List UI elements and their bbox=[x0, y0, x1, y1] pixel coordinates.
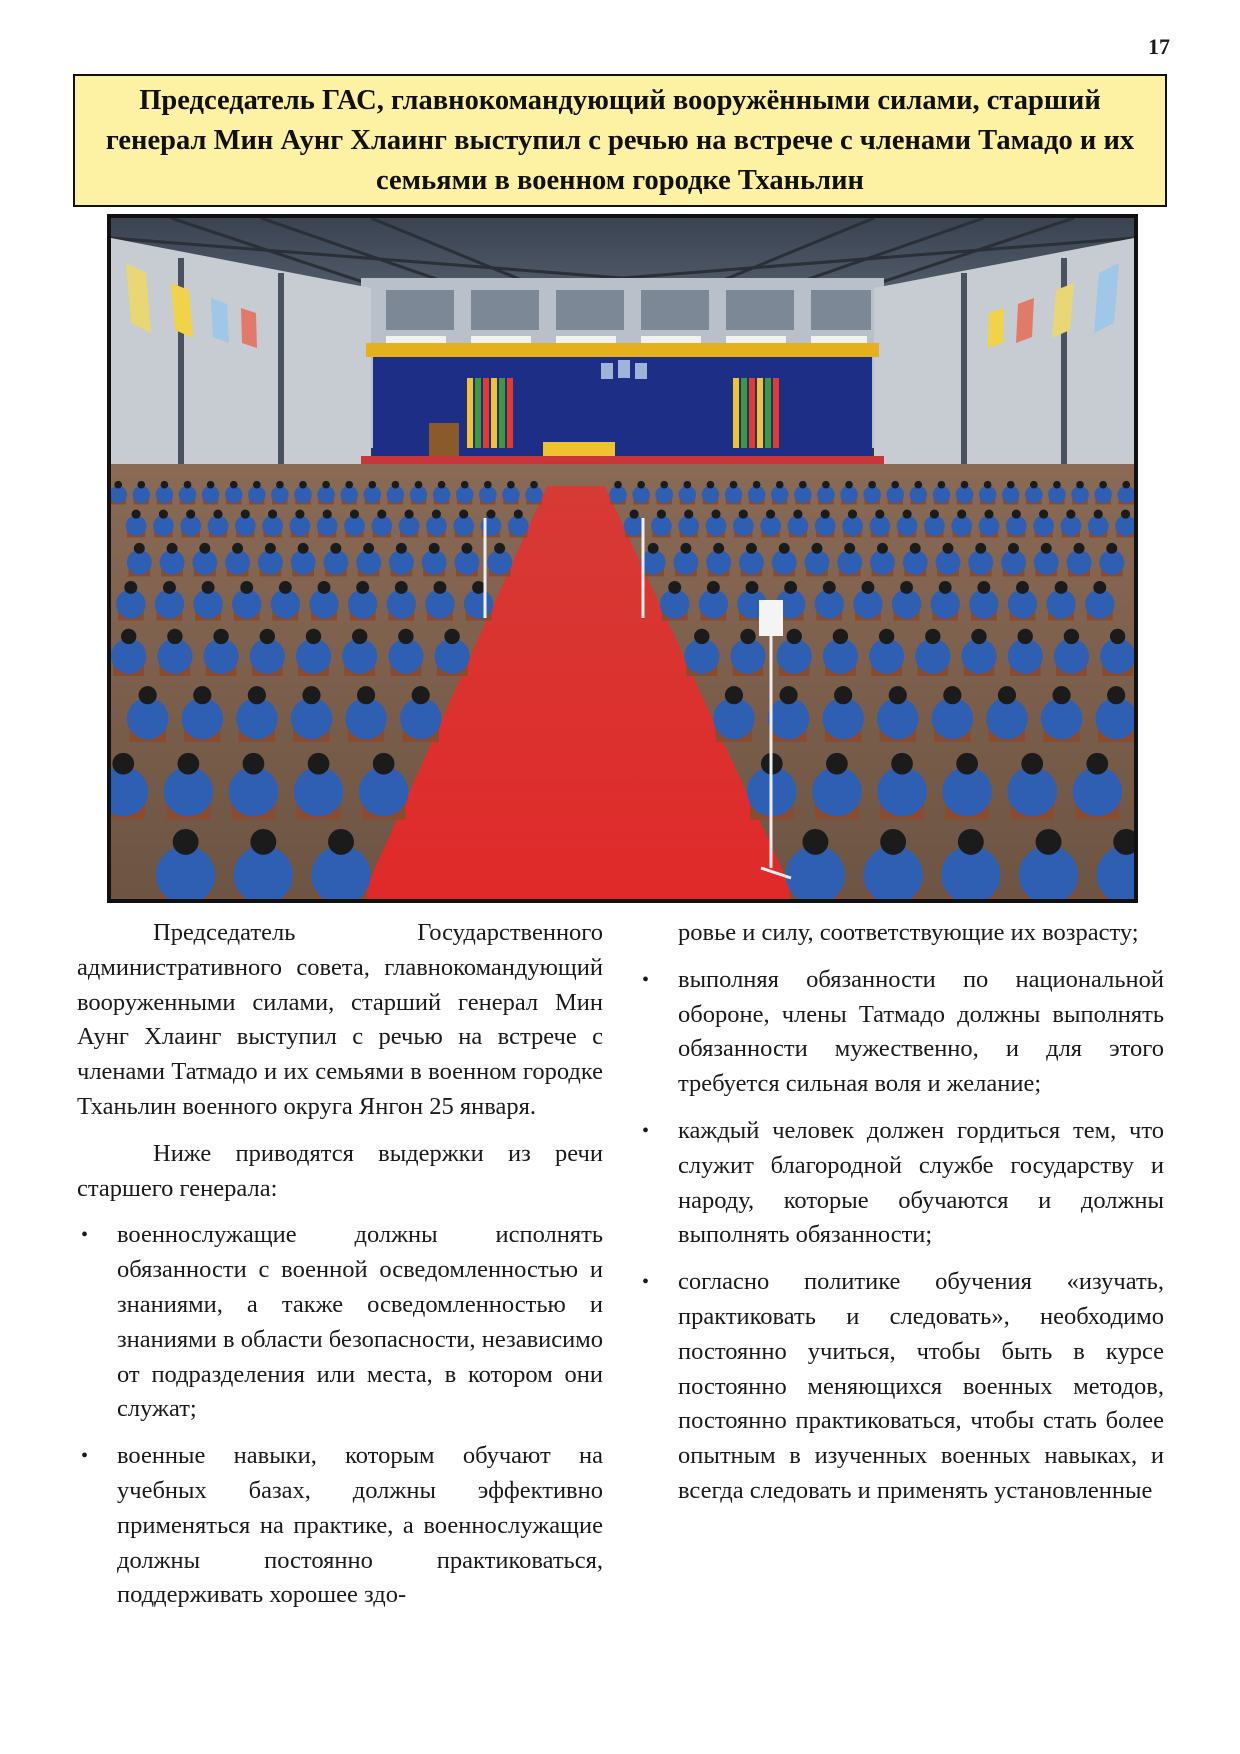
bullet-icon: • bbox=[642, 968, 650, 991]
person-head bbox=[822, 481, 830, 489]
bullet-list-left bbox=[77, 1218, 603, 1613]
person-head bbox=[614, 481, 622, 489]
person-head bbox=[121, 629, 136, 644]
person-head bbox=[299, 481, 307, 489]
person-head bbox=[910, 543, 921, 554]
person-head bbox=[377, 510, 386, 519]
person-head bbox=[350, 510, 359, 519]
person-head bbox=[112, 753, 134, 775]
person-head bbox=[132, 510, 141, 519]
person-head bbox=[1039, 510, 1048, 519]
person-head bbox=[657, 510, 666, 519]
person-head bbox=[241, 510, 250, 519]
person-head bbox=[530, 481, 538, 489]
person-head bbox=[352, 629, 367, 644]
bullet-continuation: ровье и силу, соответствующие их возрасту; bbox=[678, 919, 1139, 946]
person-head bbox=[834, 686, 852, 704]
person-head bbox=[177, 753, 199, 775]
person-head bbox=[984, 510, 993, 519]
person-head bbox=[433, 581, 446, 594]
person-head bbox=[199, 543, 210, 554]
person-head bbox=[202, 581, 215, 594]
bullet-icon: • bbox=[642, 1271, 650, 1294]
person-head bbox=[1093, 581, 1106, 594]
person-head bbox=[318, 581, 331, 594]
person-head bbox=[213, 510, 222, 519]
article-column-left bbox=[77, 916, 603, 1613]
person-head bbox=[295, 510, 304, 519]
person-head bbox=[322, 481, 330, 489]
person-head bbox=[711, 510, 720, 519]
person-head bbox=[971, 629, 986, 644]
person-head bbox=[398, 629, 413, 644]
person-head bbox=[173, 829, 199, 855]
person-head bbox=[1053, 481, 1061, 489]
person-head bbox=[1106, 543, 1117, 554]
person-head bbox=[694, 629, 709, 644]
person-head bbox=[879, 629, 894, 644]
person-head bbox=[1052, 686, 1070, 704]
bullet-text: каждый человек должен гордиться тем, что служит благородной службе государству и народу, которые обучаются и должны выполнять обязанности; bbox=[678, 1116, 1164, 1249]
person-head bbox=[779, 686, 797, 704]
person-head bbox=[868, 481, 876, 489]
person-head bbox=[472, 581, 485, 594]
person-head bbox=[405, 510, 414, 519]
person-head bbox=[484, 481, 492, 489]
stanchion-sign bbox=[759, 600, 783, 636]
person-head bbox=[207, 481, 215, 489]
person-head bbox=[811, 543, 822, 554]
person-head bbox=[998, 686, 1016, 704]
person-head bbox=[776, 481, 784, 489]
person-head bbox=[707, 481, 715, 489]
person-head bbox=[184, 481, 192, 489]
person-head bbox=[461, 543, 472, 554]
person-head bbox=[668, 581, 681, 594]
person-head bbox=[124, 581, 137, 594]
person-head bbox=[713, 543, 724, 554]
person-head bbox=[826, 753, 848, 775]
person-head bbox=[1086, 753, 1108, 775]
event-photo bbox=[107, 214, 1138, 903]
person-head bbox=[821, 510, 830, 519]
person-head bbox=[507, 481, 515, 489]
person-head bbox=[240, 581, 253, 594]
person-head bbox=[163, 581, 176, 594]
person-head bbox=[943, 686, 961, 704]
person-head bbox=[680, 543, 691, 554]
person-head bbox=[268, 510, 277, 519]
person-head bbox=[298, 543, 309, 554]
person-head bbox=[975, 543, 986, 554]
assembly-hall-photo bbox=[111, 218, 1134, 899]
person-head bbox=[844, 543, 855, 554]
article-lead-in: Ниже приводятся выдержки из речи старшего генерала: bbox=[77, 1139, 603, 1202]
person-head bbox=[1021, 753, 1043, 775]
person-head bbox=[276, 481, 284, 489]
person-head bbox=[903, 510, 912, 519]
person-head bbox=[984, 481, 992, 489]
bullet-text: военнослужащие должны исполнять обязанности с военной осведомленностью и знаниями, а также осведомленностью и знаниями в области безопасности, независимо от подразделения или места, в котором они служат; bbox=[117, 1221, 603, 1423]
bullet-text: военные навыки, которым обучают на учебных базах, должны эффективно применяться на практике, а военнослужащие должны постоянно практиковаться, поддерживать хорошее здо- bbox=[117, 1442, 603, 1609]
person-head bbox=[875, 510, 884, 519]
person-head bbox=[186, 510, 195, 519]
person-head bbox=[494, 543, 505, 554]
person-head bbox=[356, 581, 369, 594]
person-head bbox=[137, 481, 145, 489]
person-head bbox=[459, 510, 468, 519]
person-head bbox=[637, 481, 645, 489]
person-head bbox=[265, 543, 276, 554]
person-head bbox=[306, 629, 321, 644]
bullet-item bbox=[638, 1114, 1164, 1253]
person-head bbox=[740, 629, 755, 644]
person-head bbox=[1122, 481, 1130, 489]
person-head bbox=[779, 543, 790, 554]
bullet-item bbox=[77, 1439, 603, 1613]
person-head bbox=[1016, 581, 1029, 594]
person-head bbox=[1064, 629, 1079, 644]
person-head bbox=[958, 829, 984, 855]
person-head bbox=[1036, 829, 1062, 855]
person-head bbox=[799, 481, 807, 489]
person-head bbox=[392, 481, 400, 489]
person-head bbox=[1018, 629, 1033, 644]
person-head bbox=[1110, 629, 1125, 644]
person-head bbox=[1055, 581, 1068, 594]
person-head bbox=[1041, 543, 1052, 554]
person-head bbox=[845, 481, 853, 489]
bullet-item bbox=[638, 963, 1164, 1102]
person-head bbox=[250, 829, 276, 855]
person-head bbox=[891, 481, 899, 489]
person-head bbox=[444, 629, 459, 644]
podium bbox=[429, 423, 459, 458]
person-head bbox=[956, 753, 978, 775]
person-head bbox=[1007, 481, 1015, 489]
person-head bbox=[753, 481, 761, 489]
person-head bbox=[861, 581, 874, 594]
person-head bbox=[823, 581, 836, 594]
person-head bbox=[1074, 543, 1085, 554]
person-head bbox=[730, 481, 738, 489]
person-head bbox=[438, 481, 446, 489]
article-intro: Председатель Государственного административного совета, главнокомандующий вооруженными силами, старший генерал Мин Аунг Хлаинг выступил с речью на встрече с членами Татмадо и их семьями в военном городке Тханьлин военного округа Янгон 25 января. bbox=[77, 919, 603, 1120]
headline-box bbox=[73, 74, 1167, 207]
bullet-text: согласно политике обучения «изучать, практиковать и следовать», необходимо постоянно учиться, чтобы быть в курсе постоянно меняющихся военных методов, постоянно практиковаться, чтобы стать более опытным в изученных военных навыках, и всегда следовать и применять установленные bbox=[678, 1268, 1164, 1504]
person-head bbox=[957, 510, 966, 519]
person-head bbox=[889, 686, 907, 704]
person-head bbox=[793, 510, 802, 519]
person-head bbox=[891, 753, 913, 775]
person-head bbox=[787, 629, 802, 644]
page-number: 17 bbox=[1148, 34, 1170, 59]
person-head bbox=[161, 481, 169, 489]
person-head bbox=[880, 829, 906, 855]
person-head bbox=[373, 753, 395, 775]
bullet-list-right bbox=[638, 963, 1164, 1509]
person-head bbox=[114, 481, 122, 489]
person-head bbox=[159, 510, 168, 519]
person-head bbox=[429, 543, 440, 554]
person-head bbox=[1076, 481, 1084, 489]
bullet-item bbox=[638, 1265, 1164, 1509]
person-head bbox=[683, 481, 691, 489]
person-head bbox=[167, 629, 182, 644]
person-head bbox=[328, 829, 354, 855]
person-head bbox=[323, 510, 332, 519]
person-head bbox=[833, 629, 848, 644]
person-head bbox=[139, 686, 157, 704]
person-head bbox=[412, 686, 430, 704]
stage-valance bbox=[366, 343, 879, 357]
person-head bbox=[308, 753, 330, 775]
person-head bbox=[363, 543, 374, 554]
person-head bbox=[725, 686, 743, 704]
person-head bbox=[900, 581, 913, 594]
person-head bbox=[1012, 510, 1021, 519]
bullet-text: выполняя обязанности по национальной обороне, члены Татмадо должны выполнять обязанности мужественно, и для этого требуется сильная воля и желание; bbox=[678, 965, 1164, 1098]
bullet-icon: • bbox=[81, 1445, 89, 1468]
person-head bbox=[1107, 686, 1125, 704]
person-head bbox=[1121, 510, 1130, 519]
person-head bbox=[802, 829, 828, 855]
person-head bbox=[630, 510, 639, 519]
person-head bbox=[248, 686, 266, 704]
person-head bbox=[746, 581, 759, 594]
person-head bbox=[660, 481, 668, 489]
person-head bbox=[1099, 481, 1107, 489]
person-head bbox=[302, 686, 320, 704]
person-head bbox=[213, 629, 228, 644]
bullet-icon: • bbox=[81, 1224, 89, 1247]
person-head bbox=[961, 481, 969, 489]
person-head bbox=[939, 581, 952, 594]
person-head bbox=[1094, 510, 1103, 519]
person-head bbox=[330, 543, 341, 554]
person-head bbox=[167, 543, 178, 554]
bullet-item bbox=[77, 1218, 603, 1427]
person-head bbox=[243, 753, 265, 775]
person-head bbox=[279, 581, 292, 594]
person-head bbox=[746, 543, 757, 554]
person-head bbox=[925, 629, 940, 644]
person-head bbox=[977, 581, 990, 594]
person-head bbox=[914, 481, 922, 489]
person-head bbox=[134, 543, 145, 554]
person-head bbox=[943, 543, 954, 554]
article-column-right bbox=[638, 916, 1164, 1509]
person-head bbox=[1066, 510, 1075, 519]
person-head bbox=[368, 481, 376, 489]
person-head bbox=[739, 510, 748, 519]
person-head bbox=[1008, 543, 1019, 554]
person-head bbox=[432, 510, 441, 519]
headline: Председатель ГАС, главнокомандующий вооружёнными силами, старший генерал Мин Аунг Хлаинг выступил с речью на встрече с членами Тамадо и их семьями в военном городке Тханьлин bbox=[105, 84, 1135, 196]
person-head bbox=[930, 510, 939, 519]
person-head bbox=[938, 481, 946, 489]
person-head bbox=[707, 581, 720, 594]
person-head bbox=[766, 510, 775, 519]
person-head bbox=[848, 510, 857, 519]
person-head bbox=[1030, 481, 1038, 489]
person-head bbox=[357, 686, 375, 704]
person-head bbox=[486, 510, 495, 519]
person-head bbox=[784, 581, 797, 594]
person-head bbox=[461, 481, 469, 489]
person-head bbox=[230, 481, 238, 489]
person-head bbox=[877, 543, 888, 554]
person-head bbox=[253, 481, 261, 489]
person-head bbox=[193, 686, 211, 704]
person-head bbox=[684, 510, 693, 519]
person-head bbox=[648, 543, 659, 554]
person-head bbox=[260, 629, 275, 644]
person-head bbox=[232, 543, 243, 554]
person-head bbox=[396, 543, 407, 554]
person-head bbox=[395, 581, 408, 594]
person-head bbox=[514, 510, 523, 519]
person-head bbox=[345, 481, 353, 489]
person-head bbox=[415, 481, 423, 489]
bullet-icon: • bbox=[642, 1119, 650, 1142]
